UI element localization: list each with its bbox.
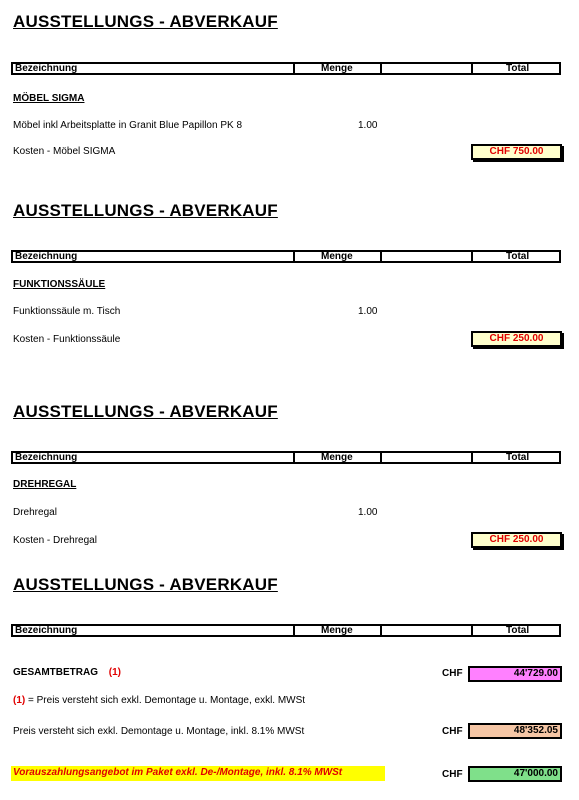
block-title: AUSSTELLUNGS - ABVERKAUF [13,575,278,594]
header-menge: Menge [321,251,353,262]
block-title: AUSSTELLUNGS - ABVERKAUF [13,201,278,220]
header-menge: Menge [321,63,353,74]
header-bezeichnung: Bezeichnung [15,625,78,636]
header-bezeichnung: Bezeichnung [15,251,78,262]
item-quantity: 1.00 [358,507,378,518]
footnote [13,695,305,706]
offer-label: Vorauszahlungsangebot im Paket exkl. De-/Montage, inkl. 8.1% MWSt [13,767,343,778]
offer-highlight [11,766,385,781]
table-header [11,624,561,637]
cost-label: Kosten - Möbel SIGMA [13,146,116,157]
currency-label: CHF [442,668,463,679]
gesamtbetrag-value: 44'729.00 [468,666,562,682]
header-menge: Menge [321,452,353,463]
incl-vat-label: Preis versteht sich exkl. Demontage u. Montage, inkl. 8.1% MWSt [13,726,305,737]
footnote-text: = Preis versteht sich exkl. Demontage u. Montage, exkl. MWSt [25,695,306,706]
section-title: DREHREGAL [13,479,77,490]
header-divider [293,252,295,261]
table-header [11,250,561,263]
cost-label: Kosten - Drehregal [13,535,97,546]
footnote-marker: (1) [13,695,26,706]
header-bezeichnung: Bezeichnung [15,63,78,74]
block-title: AUSSTELLUNGS - ABVERKAUF [13,402,278,421]
cost-value: CHF 250.00 [471,331,562,347]
header-divider [380,626,382,635]
cost-value: CHF 250.00 [471,532,562,548]
header-divider [293,626,295,635]
item-quantity: 1.00 [358,306,378,317]
currency-label: CHF [442,726,463,737]
offer-value: 47'000.00 [468,766,562,782]
header-divider [471,453,473,462]
header-total: Total [506,625,530,636]
header-divider [471,252,473,261]
section-title: FUNKTIONSSÄULE [13,279,106,290]
section-title: MÖBEL SIGMA [13,93,85,104]
header-total: Total [506,452,530,463]
header-total: Total [506,63,530,74]
header-divider [471,626,473,635]
item-description: Funktionssäule m. Tisch [13,306,121,317]
gesamtbetrag-row [13,667,121,678]
currency-label: CHF [442,769,463,780]
header-divider [293,64,295,73]
item-quantity: 1.00 [358,120,378,131]
gesamtbetrag-note: (1) [108,667,122,678]
header-divider [293,453,295,462]
item-description: Möbel inkl Arbeitsplatte in Granit Blue Papillon PK 8 [13,120,243,131]
cost-label: Kosten - Funktionssäule [13,334,121,345]
gesamtbetrag-label: GESAMTBETRAG [13,667,98,678]
header-divider [380,453,382,462]
table-header [11,451,561,464]
header-total: Total [506,251,530,262]
cost-value: CHF 750.00 [471,144,562,160]
header-divider [471,64,473,73]
table-header [11,62,561,75]
header-menge: Menge [321,625,353,636]
block-title: AUSSTELLUNGS - ABVERKAUF [13,12,278,31]
header-bezeichnung: Bezeichnung [15,452,78,463]
header-divider [380,64,382,73]
item-description: Drehregal [13,507,57,518]
incl-vat-value: 48'352.05 [468,723,562,739]
header-divider [380,252,382,261]
